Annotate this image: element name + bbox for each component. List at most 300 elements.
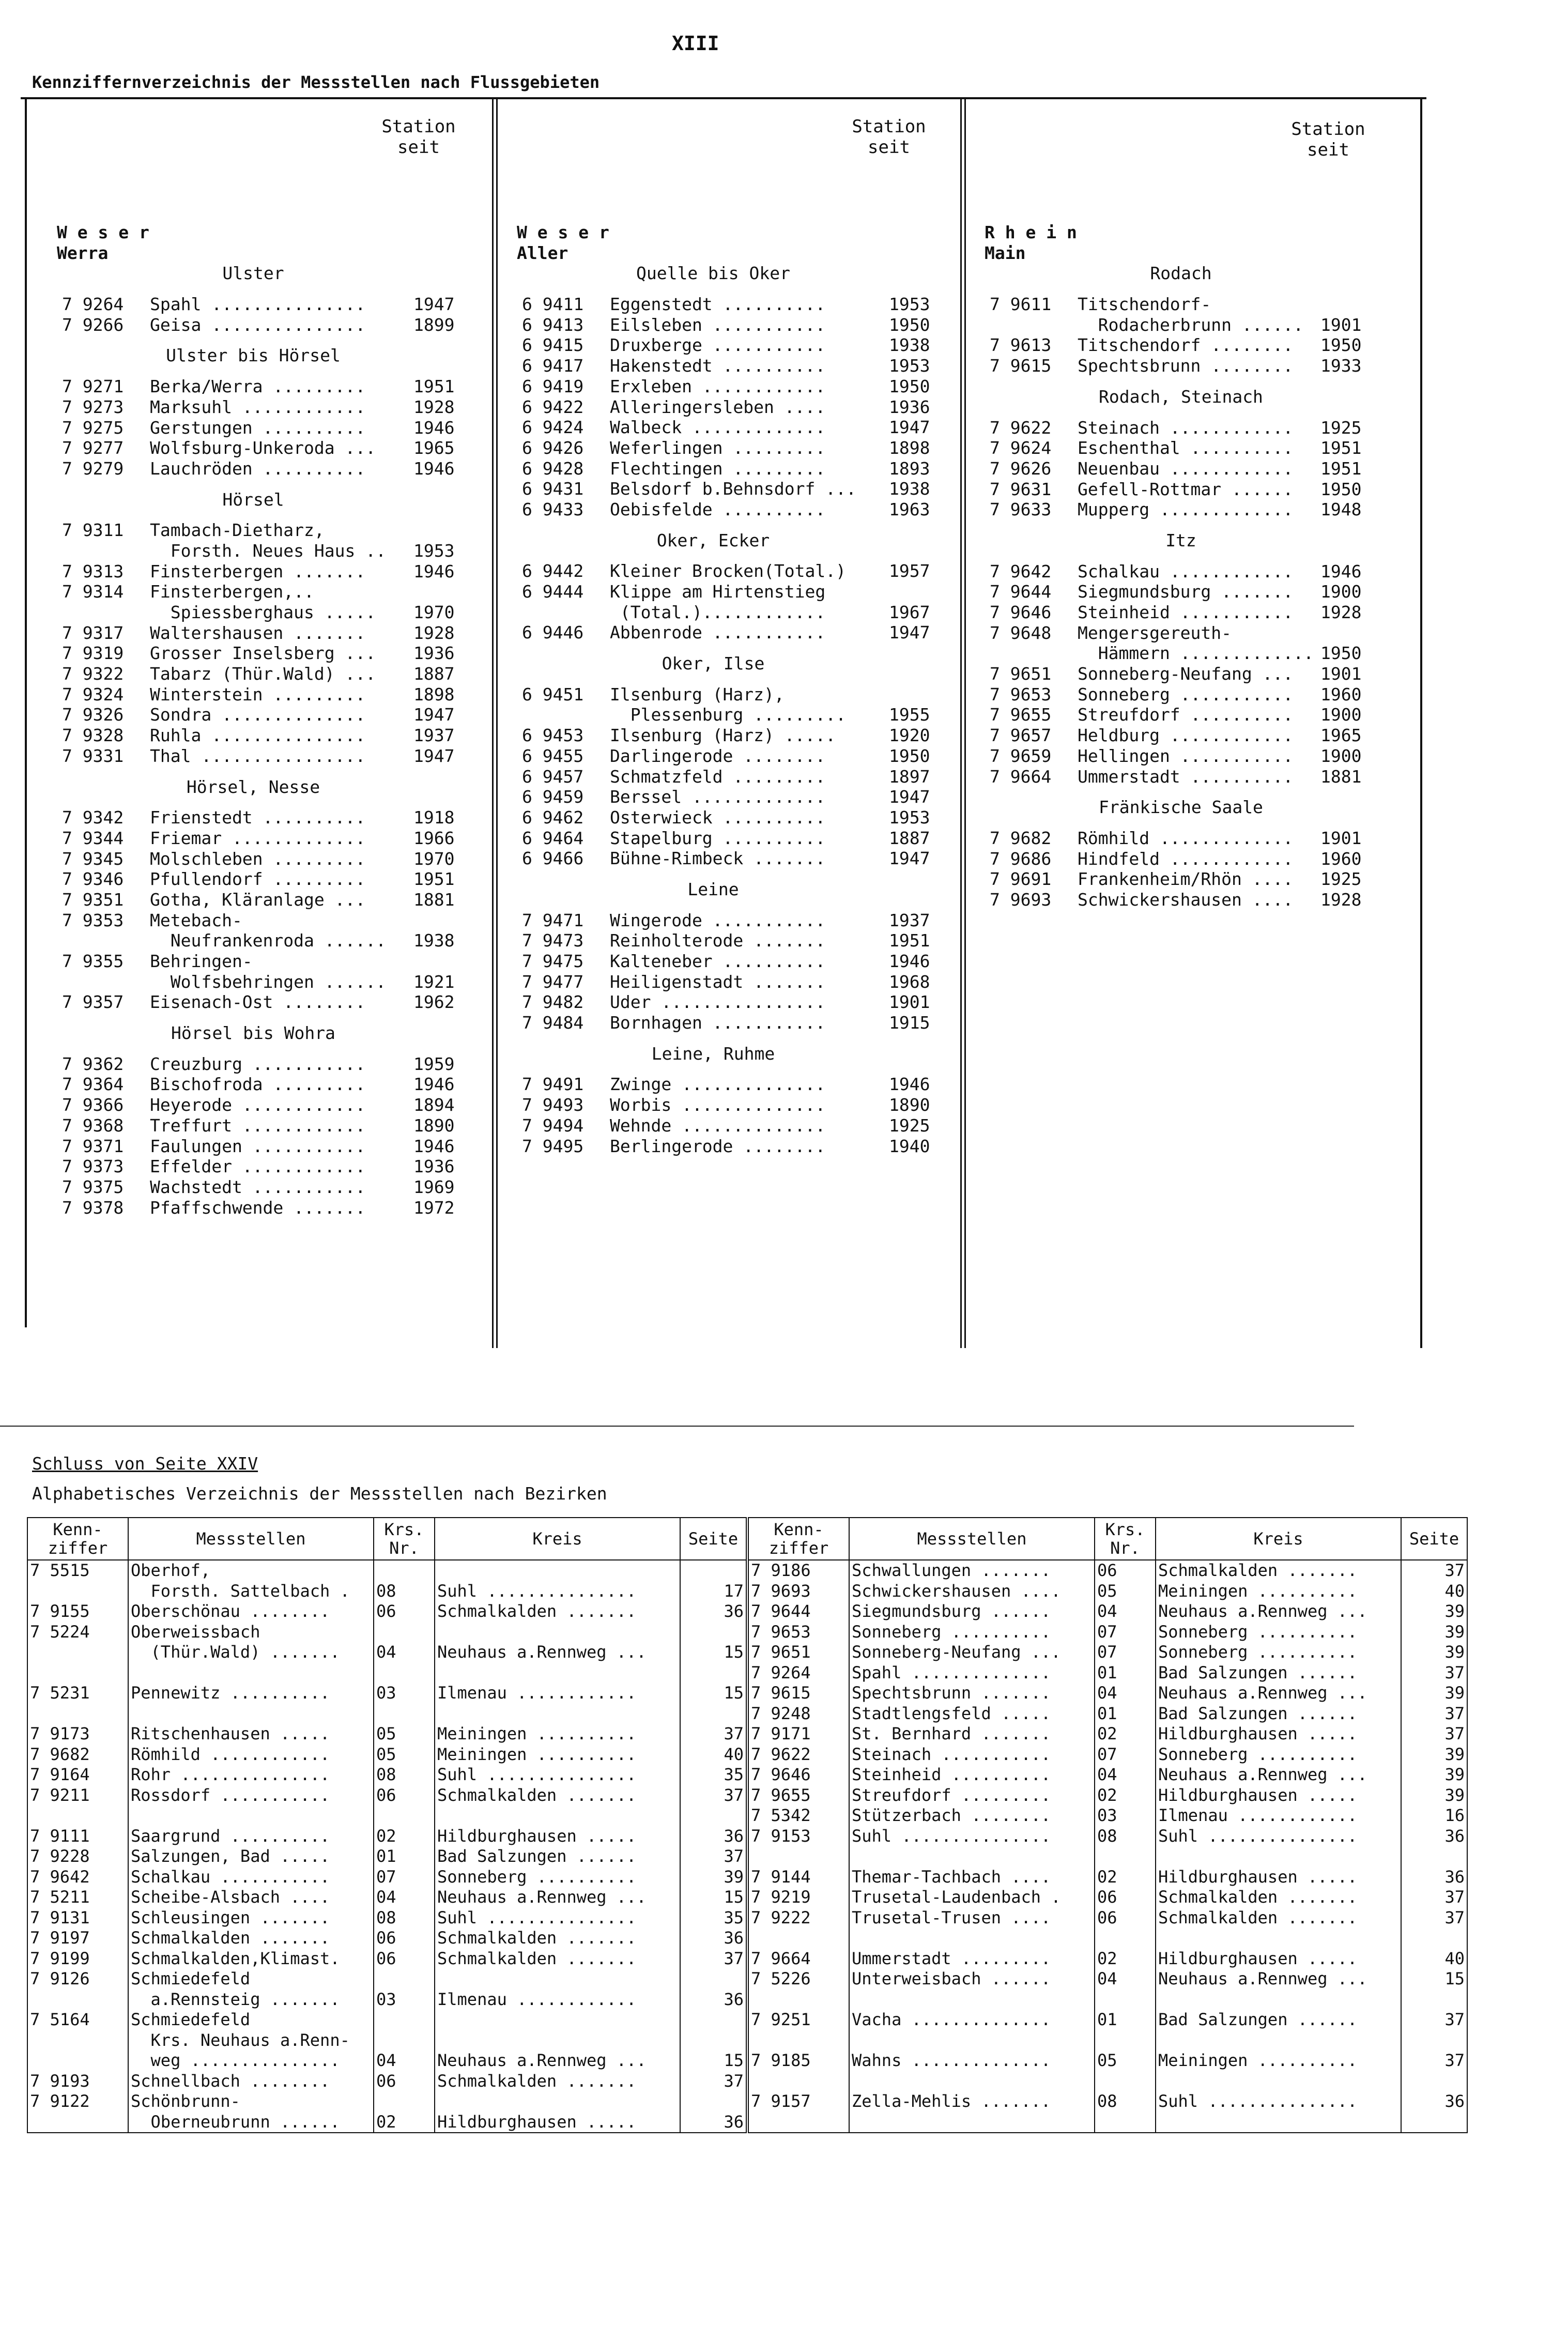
page-cell: 39 — [1401, 1785, 1467, 1806]
station-year: 1928 — [413, 396, 455, 417]
station-cell — [849, 1928, 1095, 1949]
district-no-cell: 04 — [374, 2051, 435, 2071]
table-row — [27, 1826, 1467, 1847]
station-name: Bühne-Rimbeck ....... — [610, 848, 826, 869]
page-cell: 37 — [680, 1846, 747, 1867]
page-cell — [1401, 1928, 1467, 1949]
code-cell — [747, 2071, 849, 2092]
station-code: 7 9475 — [522, 951, 584, 971]
table-row — [27, 1622, 1467, 1643]
station-name: Steinheid ........... — [1078, 602, 1294, 622]
station-cell: Ummerstadt ......... — [849, 1949, 1095, 1969]
subbasin-heading — [522, 530, 951, 551]
district-no-cell: 06 — [1095, 1560, 1156, 1581]
station-cell — [849, 2112, 1095, 2133]
subbasin-heading — [522, 263, 951, 284]
subbasin-heading-text: Rodach, Steinach — [1099, 386, 1263, 407]
station-name: Schalkau ............ — [1078, 561, 1294, 582]
table-row — [27, 1560, 1467, 1581]
station-entry — [990, 479, 1382, 500]
station-entry — [62, 438, 475, 458]
district-cell: Neuhaus a.Rennweg ... — [1156, 1969, 1401, 1990]
station-name: Marksuhl ............ — [150, 396, 366, 417]
station-year: 1950 — [889, 745, 930, 766]
station-name: Ruhla ............... — [150, 725, 366, 746]
code-cell: 7 9144 — [747, 1867, 849, 1888]
station-name: Sonneberg ........... — [1078, 684, 1294, 705]
code-cell — [27, 1642, 128, 1663]
station-name: Geisa ............... — [150, 314, 366, 335]
district-cell: Schmalkalden ....... — [435, 1785, 680, 1806]
station-year: 1951 — [1320, 458, 1362, 479]
district-cell: Suhl ............... — [1156, 1826, 1401, 1847]
district-no-cell — [1095, 1990, 1156, 2010]
district-cell: Hildburghausen ..... — [1156, 1867, 1401, 1888]
station-entry — [522, 767, 951, 787]
station-year: 1946 — [413, 561, 455, 582]
table-row — [27, 1806, 1467, 1826]
subbasin-heading — [62, 263, 475, 284]
subbasin-heading — [990, 797, 1382, 818]
station-code: 6 9457 — [522, 766, 584, 787]
code-cell: 7 9646 — [747, 1765, 849, 1785]
page-cell: 17 — [680, 1581, 747, 1602]
station-year: 1936 — [889, 396, 930, 417]
subbasin-heading-text: Oker, Ilse — [662, 653, 765, 674]
station-entry — [62, 849, 475, 869]
code-cell: 7 9193 — [27, 2071, 128, 2092]
station-name: Mupperg ............. — [1078, 499, 1294, 520]
station-entry — [62, 828, 475, 849]
station-year: 1969 — [413, 1176, 455, 1197]
blank-line — [990, 284, 1382, 294]
district-cell — [1156, 1846, 1401, 1867]
station-year: 1955 — [889, 705, 930, 725]
district-no-cell — [374, 2091, 435, 2112]
station-entry — [62, 992, 475, 1013]
station-code: 7 9664 — [990, 766, 1052, 787]
page-cell: 36 — [680, 1928, 747, 1949]
station-code: 7 9319 — [62, 643, 124, 664]
station-cell: Schönbrunn- — [128, 2091, 374, 2112]
district-cell: Ilmenau ............ — [435, 1990, 680, 2010]
station-entry — [62, 418, 475, 438]
station-entry — [522, 622, 951, 643]
column-header: Kreis — [1156, 1518, 1401, 1560]
district-cell — [435, 1969, 680, 1990]
station-cell: Zella-Mehlis ....... — [849, 2091, 1095, 2112]
district-no-cell: 04 — [1095, 1765, 1156, 1785]
station-entry — [522, 335, 951, 356]
station-entry — [990, 499, 1382, 520]
page-cell — [1401, 2112, 1467, 2133]
code-cell — [27, 1581, 128, 1602]
station-year: 1928 — [1320, 889, 1362, 910]
station-year: 1966 — [413, 828, 455, 848]
station-name: Druxberge ........... — [610, 335, 826, 356]
station-entry — [62, 1115, 475, 1136]
station-entry — [990, 849, 1382, 869]
district-no-cell — [374, 1560, 435, 1581]
district-no-cell: 07 — [1095, 1622, 1156, 1643]
station-code: 7 9491 — [522, 1074, 584, 1095]
station-year: 1947 — [889, 848, 930, 869]
district-cell: Neuhaus a.Rennweg ... — [435, 2051, 680, 2071]
district-no-cell: 06 — [374, 1601, 435, 1622]
table-row — [27, 1724, 1467, 1745]
station-entry — [522, 417, 951, 438]
district-cell — [435, 1806, 680, 1826]
station-code: 6 9442 — [522, 561, 584, 582]
station-code: 7 9646 — [990, 602, 1052, 622]
district-cell — [435, 1704, 680, 1724]
code-cell: 7 9264 — [747, 1663, 849, 1684]
code-cell — [747, 1928, 849, 1949]
divider-1b — [496, 97, 498, 1348]
station-entry — [62, 1074, 475, 1095]
district-no-cell — [374, 1622, 435, 1643]
station-cell: Saargrund .......... — [128, 1826, 374, 1847]
page-cell: 36 — [680, 2112, 747, 2133]
basin-heading-text: W e s e r — [517, 222, 609, 242]
blank-line — [62, 510, 475, 520]
station-year: 1965 — [1320, 725, 1362, 746]
station-cell — [849, 1846, 1095, 1867]
station-entry — [62, 1198, 475, 1218]
district-cell: Suhl ............... — [435, 1581, 680, 1602]
station-year: 1928 — [1320, 602, 1362, 622]
station-entry — [522, 848, 951, 869]
district-cell: Hildburghausen ..... — [435, 1826, 680, 1847]
station-code: 6 9417 — [522, 356, 584, 376]
station-code: 6 9466 — [522, 848, 584, 869]
station-name: Tabarz (Thür.Wald) ... — [150, 664, 376, 684]
code-cell: 7 9655 — [747, 1785, 849, 1806]
district-no-cell: 01 — [1095, 1663, 1156, 1684]
station-name: Berka/Werra ......... — [150, 376, 366, 397]
station-year: 1901 — [1320, 664, 1362, 684]
station-name: Tambach-Dietharz, — [150, 520, 325, 541]
page-cell: 35 — [680, 1765, 747, 1785]
station-code: 7 9373 — [62, 1156, 124, 1177]
station-year: 1963 — [889, 499, 930, 519]
table-row — [27, 1601, 1467, 1622]
station-name: Schmatzfeld ......... — [610, 766, 826, 787]
table-row — [27, 1765, 1467, 1785]
station-cell: Unterweisbach ...... — [849, 1969, 1095, 1990]
station-code: 7 9655 — [990, 705, 1052, 725]
blank-line — [522, 900, 951, 910]
station-year: 1900 — [1320, 582, 1362, 602]
district-no-cell: 04 — [374, 1642, 435, 1663]
station-code: 7 9357 — [62, 992, 124, 1013]
station-name: Eschenthal .......... — [1078, 438, 1294, 458]
station-entry — [522, 602, 951, 623]
station-name: Hellingen ........... — [1078, 745, 1294, 766]
district-cell: Hildburghausen ..... — [1156, 1724, 1401, 1745]
top-rule — [21, 97, 1426, 99]
page-cell — [1401, 1990, 1467, 2010]
district-cell: Hildburghausen ..... — [1156, 1785, 1401, 1806]
subbasin-heading-text: Leine — [687, 879, 739, 899]
station-code: 7 9471 — [522, 910, 584, 930]
station-entry — [62, 602, 475, 623]
station-cell: Suhl ............... — [849, 1826, 1095, 1847]
table-row — [27, 2071, 1467, 2092]
code-cell: 7 9682 — [27, 1745, 128, 1765]
table-row — [27, 1969, 1467, 1990]
station-name: Wachstedt ........... — [150, 1176, 366, 1197]
station-cell: Krs. Neuhaus a.Renn- — [128, 2030, 374, 2051]
station-code: 7 9271 — [62, 376, 124, 397]
station-year: 1951 — [889, 930, 930, 951]
station-entry — [62, 725, 475, 746]
table-row — [27, 1642, 1467, 1663]
station-name: Spechtsbrunn ........ — [1078, 356, 1294, 376]
station-year: 1937 — [413, 725, 455, 746]
page-cell: 36 — [680, 1826, 747, 1847]
station-name: Flechtingen ......... — [610, 458, 826, 479]
code-cell: 7 9171 — [747, 1724, 849, 1745]
district-no-cell — [374, 1704, 435, 1724]
station-cell: Scheibe-Alsbach .... — [128, 1887, 374, 1908]
station-code: 7 9328 — [62, 725, 124, 746]
station-code: 7 9378 — [62, 1197, 124, 1218]
station-code: 7 9322 — [62, 664, 124, 684]
district-cell: Bad Salzungen ...... — [1156, 1663, 1401, 1684]
station-name: Pfullendorf ......... — [150, 869, 366, 890]
subbasin-heading — [990, 263, 1382, 284]
station-cell: Salzungen, Bad ..... — [128, 1846, 374, 1867]
district-table — [27, 1517, 1468, 2133]
basin-heading — [517, 242, 951, 264]
subbasin-heading-text: Hörsel bis Wohra — [171, 1023, 335, 1044]
station-name: Steinach ............ — [1078, 417, 1294, 438]
subbasin-heading-text: Oker, Ecker — [656, 530, 770, 550]
station-name: Bornhagen ........... — [610, 1013, 826, 1033]
station-year: 1968 — [889, 971, 930, 992]
station-year: 1887 — [413, 664, 455, 684]
code-cell: 7 5224 — [27, 1622, 128, 1643]
station-entry — [62, 643, 475, 664]
station-code: 7 9473 — [522, 930, 584, 951]
station-name: Ilsenburg (Harz), — [610, 684, 785, 705]
station-name: Rodacherbrunn ...... — [1078, 314, 1304, 335]
station-cell: Oberneubrunn ...... — [128, 2112, 374, 2133]
station-year: 1928 — [413, 622, 455, 643]
district-cell — [1156, 1928, 1401, 1949]
station-code: 6 9426 — [522, 437, 584, 458]
station-year: 1950 — [1320, 643, 1362, 664]
station-entry — [990, 561, 1382, 582]
station-name: Neufrankenroda ...... — [150, 930, 386, 951]
table-row — [27, 1928, 1467, 1949]
station-cell: Schmiedefeld — [128, 2010, 374, 2030]
table-row — [27, 1887, 1467, 1908]
station-year: 1953 — [889, 356, 930, 376]
page-cell: 37 — [1401, 2010, 1467, 2030]
station-entry — [522, 951, 951, 972]
station-name: Reinholterode ....... — [610, 930, 826, 951]
code-cell — [747, 1846, 849, 1867]
page-cell: 37 — [680, 1724, 747, 1745]
station-name: Metebach- — [150, 910, 242, 930]
station-name: Spiessberghaus ..... — [150, 602, 376, 622]
code-cell: 7 9653 — [747, 1622, 849, 1643]
blank-line — [522, 643, 951, 653]
station-entry — [522, 828, 951, 849]
blank-line — [62, 767, 475, 777]
district-cell — [435, 1560, 680, 1581]
station-cell: Schwallungen ....... — [849, 1560, 1095, 1581]
station-name: Forsth. Neues Haus .. — [150, 540, 386, 561]
station-entry — [62, 807, 475, 828]
table-row — [27, 2091, 1467, 2112]
station-code: 7 9686 — [990, 848, 1052, 869]
subbasin-heading — [990, 387, 1382, 407]
page-cell — [680, 1663, 747, 1684]
station-code: 6 9462 — [522, 807, 584, 828]
station-year: 1901 — [1320, 828, 1362, 848]
table-row — [27, 1683, 1467, 1704]
subbasin-heading-text: Hörsel, Nesse — [186, 776, 320, 797]
column-header: Kenn- ziffer — [27, 1518, 128, 1560]
station-entry — [62, 890, 475, 910]
subbasin-heading — [522, 653, 951, 674]
station-year: 1881 — [413, 889, 455, 910]
station-name: (Total.)............ — [610, 602, 826, 622]
district-cell: Meiningen .......... — [435, 1745, 680, 1765]
column-header: Seite — [680, 1518, 747, 1560]
station-year: 1953 — [889, 294, 930, 315]
blank-line — [62, 1013, 475, 1023]
station-entry — [522, 1074, 951, 1095]
station-name: Schwickershausen .... — [1078, 889, 1294, 910]
table-row — [27, 2010, 1467, 2030]
district-cell: Bad Salzungen ...... — [1156, 2010, 1401, 2030]
station-name: Eisenach-Ost ........ — [150, 992, 366, 1013]
station-year: 1951 — [1320, 438, 1362, 458]
subbasin-heading-text: Ulster — [222, 263, 284, 284]
station-code: 7 9275 — [62, 417, 124, 438]
station-name: Ilsenburg (Harz) ..... — [610, 725, 836, 746]
subbasin-heading-text: Leine, Ruhme — [651, 1043, 775, 1064]
subbasin-heading — [62, 777, 475, 798]
subbasin-heading — [990, 530, 1382, 551]
station-entry — [62, 1054, 475, 1075]
station-code: 6 9419 — [522, 376, 584, 396]
station-code: 7 9344 — [62, 828, 124, 848]
station-code: 7 9615 — [990, 356, 1052, 376]
station-entry — [990, 828, 1382, 849]
blank-line — [522, 520, 951, 530]
page-cell — [1401, 1846, 1467, 1867]
district-cell — [435, 1663, 680, 1684]
district-cell: Schmalkalden ....... — [435, 1928, 680, 1949]
district-cell: Schmalkalden ....... — [435, 1949, 680, 1969]
page-cell: 40 — [680, 1745, 747, 1765]
station-year: 1890 — [889, 1095, 930, 1115]
station-cell — [849, 2030, 1095, 2051]
station-name: Plessenburg ......... — [610, 705, 846, 725]
district-no-cell: 08 — [1095, 1826, 1156, 1847]
blank-line — [522, 674, 951, 684]
station-cell: Steinheid .......... — [849, 1765, 1095, 1785]
district-cell: Sonneberg .......... — [1156, 1622, 1401, 1643]
code-cell: 7 9644 — [747, 1601, 849, 1622]
station-code: 7 9693 — [990, 889, 1052, 910]
district-cell — [1156, 2112, 1401, 2133]
station-year: 1950 — [889, 314, 930, 335]
station-name: Finsterbergen ....... — [150, 561, 366, 582]
station-code: 6 9415 — [522, 335, 584, 356]
page-cell: 39 — [1401, 1642, 1467, 1663]
station-year: 1925 — [889, 1115, 930, 1136]
station-cell: Rossdorf ........... — [128, 1785, 374, 1806]
code-cell: 7 5231 — [27, 1683, 128, 1704]
district-cell: Schmalkalden ....... — [435, 1601, 680, 1622]
blank-line — [522, 869, 951, 879]
station-name: Friemar ............. — [150, 828, 366, 848]
station-code: 7 9633 — [990, 499, 1052, 520]
station-year: 1901 — [889, 992, 930, 1013]
station-cell: Stadtlengsfeld ..... — [849, 1704, 1095, 1724]
station-entry — [62, 458, 475, 479]
station-code: 7 9611 — [990, 294, 1052, 315]
blank-line — [62, 797, 475, 807]
page-cell — [1401, 2030, 1467, 2051]
district-cell: Schmalkalden ....... — [435, 2071, 680, 2092]
table-header-row — [27, 1518, 1467, 1560]
code-cell: 7 9126 — [27, 1969, 128, 1990]
station-code: 6 9422 — [522, 396, 584, 417]
district-no-cell: 02 — [1095, 1785, 1156, 1806]
district-no-cell: 03 — [374, 1990, 435, 2010]
station-code: 7 9484 — [522, 1013, 584, 1033]
station-cell: Oberhof, — [128, 1560, 374, 1581]
station-name: Wehnde .............. — [610, 1115, 826, 1136]
station-name: Wolfsbehringen ...... — [150, 971, 386, 992]
frame-right — [1420, 97, 1422, 1348]
code-cell: 7 9622 — [747, 1745, 849, 1765]
station-code: 6 9455 — [522, 745, 584, 766]
district-no-cell — [374, 1806, 435, 1826]
station-name: Behringen- — [150, 951, 253, 971]
station-entry — [522, 438, 951, 458]
station-code: 6 9464 — [522, 828, 584, 848]
district-no-cell: 08 — [1095, 2091, 1156, 2112]
page-cell: 36 — [1401, 2091, 1467, 2112]
station-name: Molschleben ......... — [150, 848, 366, 869]
station-code: 7 9644 — [990, 582, 1052, 602]
station-year: 1881 — [1320, 766, 1362, 787]
code-cell: 7 5211 — [27, 1887, 128, 1908]
station-code: 6 9413 — [522, 314, 584, 335]
district-no-cell: 05 — [374, 1724, 435, 1745]
code-cell: 7 5515 — [27, 1560, 128, 1581]
station-code: 7 9351 — [62, 889, 124, 910]
page-cell: 15 — [680, 2051, 747, 2071]
column-header: Seite — [1401, 1518, 1467, 1560]
code-cell: 7 5226 — [747, 1969, 849, 1990]
station-year: 1946 — [1320, 561, 1362, 582]
station-code: 7 9651 — [990, 664, 1052, 684]
station-code: 7 9264 — [62, 294, 124, 315]
station-code: 7 9653 — [990, 684, 1052, 705]
district-no-cell — [374, 1663, 435, 1684]
district-cell: Sonneberg .......... — [1156, 1642, 1401, 1663]
station-entry — [62, 910, 475, 931]
